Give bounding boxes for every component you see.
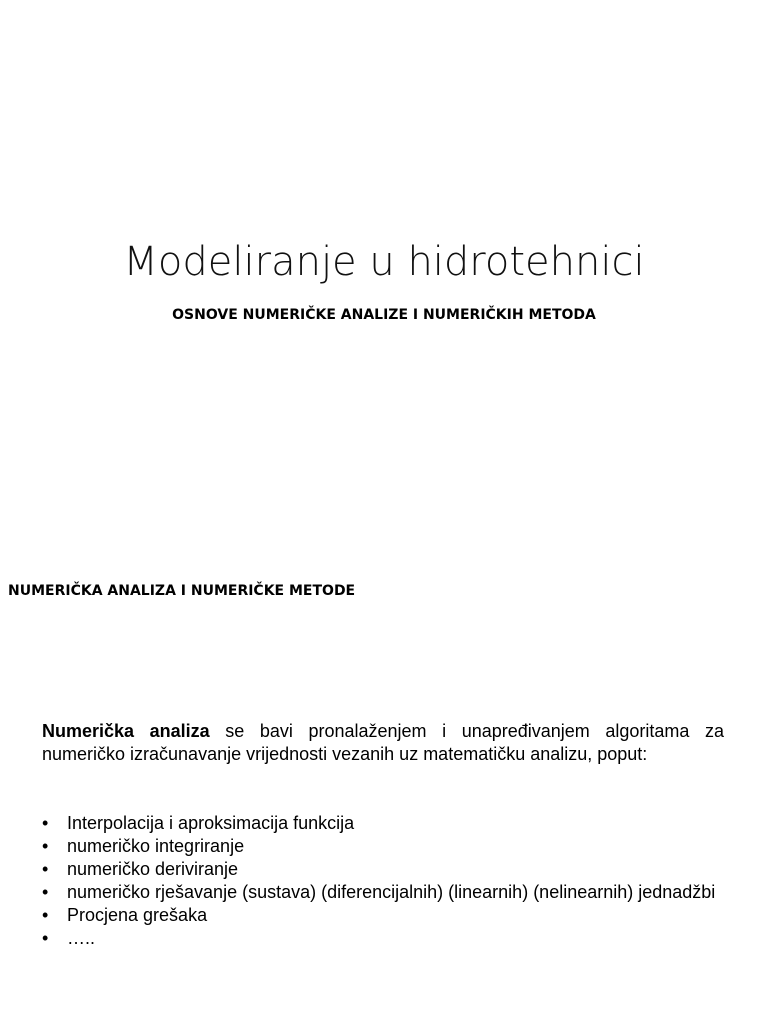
intro-paragraph (42, 720, 724, 766)
list-item-text: Interpolacija i aproksimacija funkcija (67, 813, 355, 833)
list-item-text: Procjena grešaka (67, 905, 208, 925)
bullet-icon: • (42, 859, 49, 879)
section-heading: NUMERIČKA ANALIZA I NUMERIČKE METODE (8, 583, 356, 599)
topic-list (42, 812, 724, 950)
list-item (42, 904, 724, 927)
list-item (42, 858, 724, 881)
list-item (42, 812, 724, 835)
intro-text: se bavi pronalaženjem i unapređivanjem algoritama za numeričko izračunavanje vrijednosti vezanih uz matematičku analizu, poput: (42, 721, 725, 764)
bullet-icon: • (42, 882, 49, 902)
list-item-text: ….. (67, 928, 96, 948)
bullet-icon: • (42, 813, 49, 833)
list-item (42, 835, 724, 858)
page-subtitle: OSNOVE NUMERIČKE ANALIZE I NUMERIČKIH METODA (172, 307, 596, 323)
intro-term: Numerička analiza (42, 721, 210, 741)
list-item (42, 881, 724, 904)
bullet-icon: • (42, 928, 49, 948)
page-title: Modeliranje u hidrotehnici (123, 239, 645, 285)
list-item (42, 927, 724, 950)
list-item-text: numeričko rješavanje (sustava) (diferencijalnih) (linearnih) (nelinearnih) jednadžbi (67, 882, 716, 902)
list-item-text: numeričko deriviranje (67, 859, 239, 879)
list-item-text: numeričko integriranje (67, 836, 245, 856)
bullet-icon: • (42, 905, 49, 925)
bullet-icon: • (42, 836, 49, 856)
